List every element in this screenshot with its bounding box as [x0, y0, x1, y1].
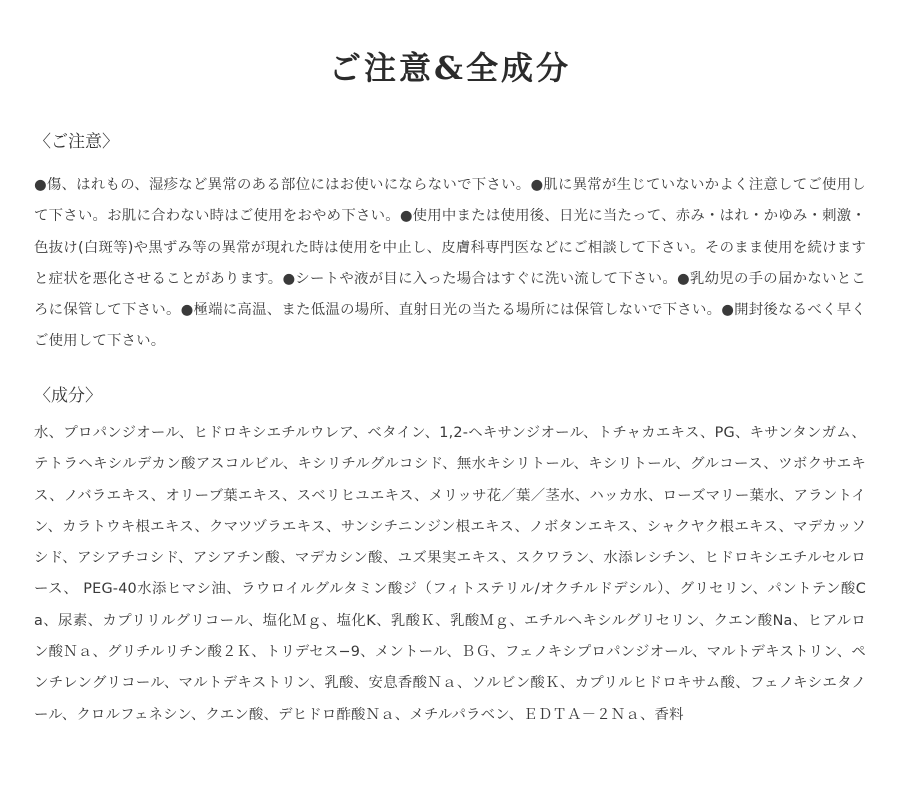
notes-heading: 〈ご注意〉	[34, 132, 119, 152]
notes-text: ●傷、はれもの、湿疹など異常のある部位にはお使いにならないで下さい。●肌に異常が生じていないかよく注意してご使用して下さい。お肌に合わない時はご使用をおやめ下さい。●使用中または使用後、日光に当たって、赤み・はれ・かゆみ・刺激・色抜け(白斑等)や黒ずみ等の異常が現れた時は使用を中止し、皮膚科専門医などにご相談して下さい。そのまま使用を続けますと症状を悪化させることがあります。●シートや液が目に入った場合はすぐに洗い流して下さい。●乳幼児の手の届かないところに保管して下さい。●極端に高温、また低温の場所、直射日光の当たる場所には保管しないで下さい。●開封後なるべく早くご使用して下さい。	[34, 177, 866, 350]
ingredients-heading: 〈成分〉	[34, 386, 102, 406]
page-title: ご注意&全成分	[329, 49, 571, 87]
ingredients-text: 水、プロパンジオール、ヒドロキシエチルウレア、ベタイン、1,2-ヘキサンジオール、トチャカエキス、PG、キサンタンガム、テトラヘキシルデカン酸アスコルビル、キシリチルグルコシド、無水キシリトール、キシリトール、グルコース、ツボクサエキス、ノバラエキス、オリーブ葉エキス、スベリヒユエキス、メリッサ花／葉／茎水、ハッカ水、ローズマリー葉水、アラントイン、カラトウキ根エキス、クマツヅラエキス、サンシチニンジン根エキス、ノボタンエキス、シャクヤク根エキス、マデカッソシド、アシアチコシド、アシアチン酸、マデカシン酸、ユズ果実エキス、スクワラン、水添レシチン、ヒドロキシエチルセルロース、 PEG-40水添ヒマシ油、ラウロイルグルタミン酸ジ（フィトステリル/オクチルドデシル）、グリセリン、パントテン酸Ca、尿素、カプリリルグリコール、塩化Ｍｇ、塩化K、乳酸Ｋ、乳酸Ｍｇ、エチルヘキシルグリセリン、クエン酸Na、ヒアルロン酸Ｎａ、グリチルリチン酸２Ｋ、トリデセス−9、メントール、ＢＧ、フェノキシプロパンジオール、マルトデキストリン、ペンチレングリコール、マルトデキストリン、乳酸、安息香酸Ｎａ、ソルビン酸Ｋ、カプリルヒドロキサム酸、フェノキシエタノール、クロルフェネシン、クエン酸、デヒドロ酢酸Ｎａ、メチルパラベン、ＥＤＴＡ－２Ｎａ、香料	[34, 425, 866, 723]
